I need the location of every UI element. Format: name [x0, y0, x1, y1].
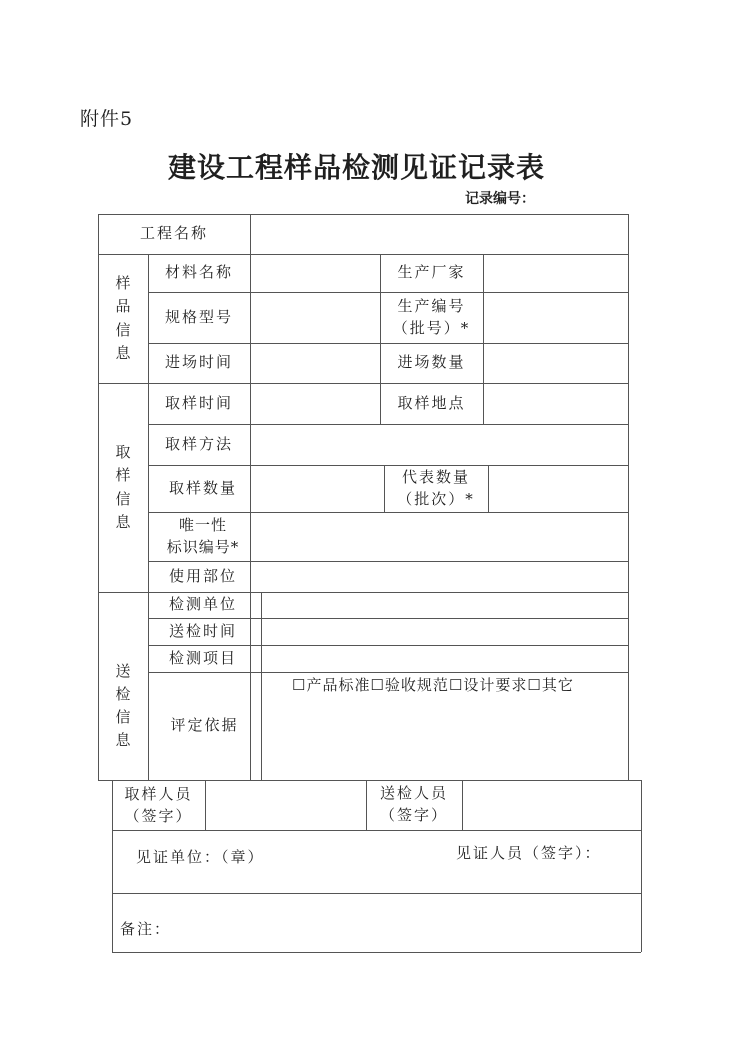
label-sampling-method: 取样方法 [164, 434, 233, 453]
label-sampling-info-char-4: 息 [115, 512, 131, 531]
label-sampling-info [98, 383, 148, 592]
field-manufacturer[interactable] [483, 254, 628, 292]
label-unique-id-line1: 唯一性 [178, 515, 227, 534]
table-rule [112, 893, 641, 894]
field-spec-model[interactable] [250, 292, 380, 343]
label-inspection-info-char-3: 信 [115, 708, 131, 726]
label-evaluation-basis: 评定依据 [170, 716, 239, 735]
label-test-items: 检测项目 [168, 648, 237, 667]
field-sampling-time[interactable] [250, 383, 380, 424]
label-production-no-line2: （批号）* [392, 318, 471, 337]
field-sampling-method[interactable] [250, 424, 628, 465]
label-sample-info-char-1: 样 [115, 274, 131, 292]
table-border-bottom [112, 952, 641, 953]
label-usage-part: 使用部位 [168, 566, 237, 585]
label-sampling-place: 取样地点 [397, 393, 466, 412]
label-submitter-line1: 送检人员 [379, 784, 448, 803]
label-rep-qty-line1: 代表数量 [401, 467, 470, 486]
field-material-name[interactable] [250, 254, 380, 292]
label-production-no [380, 292, 483, 343]
field-submit-time[interactable] [261, 618, 628, 645]
checkbox-other[interactable]: ☐ [527, 676, 542, 694]
label-project-name: 工程名称 [139, 224, 208, 243]
checkbox-acceptance-spec[interactable]: ☐ [370, 676, 385, 694]
label-sampler-line2: （签字） [124, 807, 193, 825]
field-arrival-time[interactable] [250, 343, 380, 383]
label-sampling-info-char-3: 信 [115, 489, 131, 508]
label-unique-id-line2: 标识编号* [166, 537, 240, 556]
label-submit-time: 送检时间 [168, 621, 237, 640]
field-test-items[interactable] [261, 645, 628, 672]
label-test-unit: 检测单位 [168, 595, 237, 614]
label-sampler-line1: 取样人员 [124, 785, 193, 804]
label-arrival-qty: 进场数量 [397, 353, 466, 372]
label-spec-model: 规格型号 [164, 307, 233, 326]
checkbox-design-requirement[interactable]: ☐ [448, 676, 464, 694]
label-submitter-signature [366, 780, 462, 830]
attachment-label: 附件5 [80, 108, 134, 130]
label-witness-unit: 见证单位：（章） [136, 848, 265, 866]
field-sampler-signature[interactable] [205, 780, 366, 830]
option-product-standard: 产品标准 [306, 676, 371, 694]
label-sampling-info-char-1: 取 [115, 443, 131, 461]
field-test-unit[interactable] [261, 592, 628, 618]
label-submitter-line2: （签字） [379, 806, 448, 824]
label-inspection-info-char-4: 息 [115, 731, 131, 750]
label-sampler-signature [112, 782, 205, 830]
field-production-no[interactable] [483, 292, 628, 343]
field-usage-part[interactable] [258, 561, 628, 592]
label-representative-qty [384, 465, 488, 512]
checkbox-product-standard[interactable]: ☐ [292, 676, 307, 694]
field-representative-qty[interactable] [488, 465, 628, 512]
option-other: 其它 [541, 676, 574, 694]
label-inspection-info [98, 592, 148, 780]
label-sample-info-char-2: 品 [115, 297, 131, 316]
label-manufacturer: 生产厂家 [397, 263, 466, 282]
label-rep-qty-line2: （批次）* [397, 489, 475, 508]
label-material-name: 材料名称 [164, 263, 233, 282]
label-sampling-info-char-2: 样 [115, 466, 131, 485]
criteria-options [292, 674, 574, 695]
label-inspection-info-char-2: 检 [115, 684, 131, 703]
field-submitter-signature[interactable] [462, 780, 641, 830]
document-title: 建设工程样品检测见证记录表 [167, 151, 545, 184]
label-sample-info-char-4: 息 [115, 343, 131, 362]
table-rule [112, 830, 641, 831]
field-unique-id[interactable] [258, 512, 628, 561]
label-witness-person: 见证人员（签字）： [456, 844, 602, 862]
label-sample-info [98, 254, 148, 383]
label-sample-info-char-3: 信 [115, 320, 131, 339]
option-design-requirement: 设计要求 [463, 676, 528, 694]
table-border-right-lower [641, 780, 642, 952]
record-number-label: 记录编号： [465, 191, 535, 207]
label-arrival-time: 进场时间 [164, 353, 233, 372]
label-remarks: 备注： [120, 920, 172, 938]
field-sampling-qty[interactable] [258, 465, 384, 512]
field-project-name[interactable] [250, 214, 628, 254]
label-unique-id [148, 512, 258, 561]
field-sampling-place[interactable] [483, 383, 628, 424]
label-sampling-qty: 取样数量 [168, 478, 237, 497]
label-inspection-info-char-1: 送 [115, 661, 131, 680]
option-acceptance-spec: 验收规范 [384, 676, 449, 694]
table-border-right-upper [628, 214, 629, 780]
label-production-no-line1: 生产编号 [397, 296, 466, 315]
label-sampling-time: 取样时间 [164, 393, 233, 412]
field-arrival-qty[interactable] [483, 343, 628, 383]
